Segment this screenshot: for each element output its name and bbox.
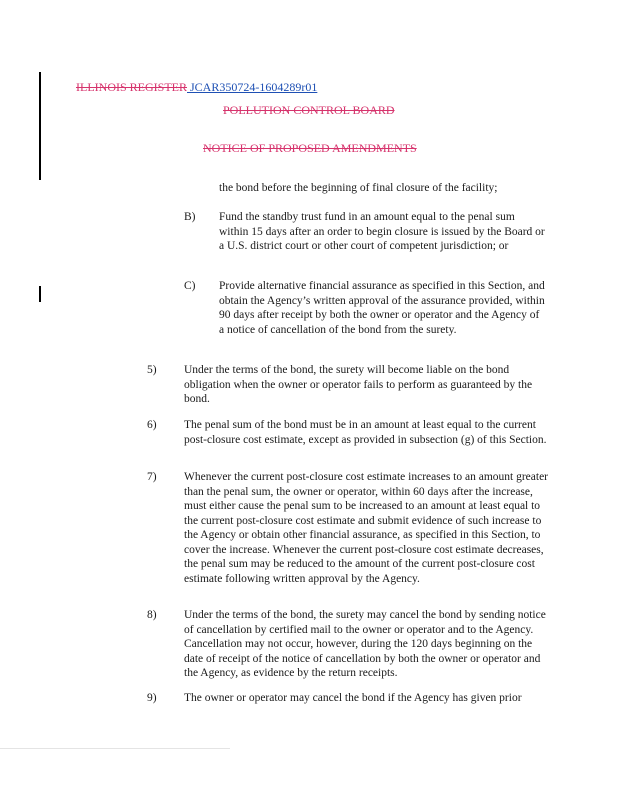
subitem-text-c: Provide alternative financial assurance as specified in this Section, and obtain the Agency’s written approval of the assurance provided, within 90 days after receipt by both the owner or operator and the Agency of a notice of cancellation of the bond from the surety. xyxy=(219,280,545,336)
item-text-8: Under the terms of the bond, the surety may cancel the bond by sending notice of cancellation by certified mail to the owner or operator and to the Agency. Cancellation may not occur, however, during the 120 days beginning on the date of receipt of the notice of cancellation by both the owner or operator and the Agency, as evidence by the return receipts. xyxy=(184,609,546,679)
subitem-label-c: C) xyxy=(184,280,196,292)
item-text-5: Under the terms of the bond, the surety will become liable on the bond obligation when the owner or operator fails to perform as guaranteed by the bond. xyxy=(184,364,533,405)
continuation-text: the bond before the beginning of final closure of the facility; xyxy=(219,182,498,194)
item-label-9: 9) xyxy=(147,692,157,704)
register-header xyxy=(76,80,317,95)
register-struck-text: ILLINOIS REGISTER xyxy=(76,80,187,94)
register-inserted-text: JCAR350724-1604289r01 xyxy=(190,80,318,94)
subitem-text-b: Fund the standby trust fund in an amount equal to the penal sum within 15 days after an order to begin closure is issued by the Board or a U.S. district court or other court of competent jurisdiction; or xyxy=(219,211,545,252)
item-text-6: The penal sum of the bond must be in an amount at least equal to the current post-closure cost estimate, except as provided in subsection (g) of this Section. xyxy=(184,419,547,446)
item-label-6: 6) xyxy=(147,419,157,431)
item-label-7: 7) xyxy=(147,471,157,483)
item-text-9: The owner or operator may cancel the bond if the Agency has given prior xyxy=(184,692,522,704)
item-label-8: 8) xyxy=(147,609,157,621)
footer-divider xyxy=(0,748,230,749)
subitem-label-b: B) xyxy=(184,211,196,223)
change-bar-mid xyxy=(39,286,41,302)
item-label-5: 5) xyxy=(147,364,157,376)
change-bar-top xyxy=(39,72,41,180)
board-title: POLLUTION CONTROL BOARD xyxy=(223,103,395,117)
item-text-7: Whenever the current post-closure cost estimate increases to an amount greater than the penal sum, the owner or operator, within 60 days after the increase, must either cause the penal sum to be increased to an amount at least equal to the current post-closure cost estimate and submit evidence of such increase to the Agency or obtain other financial assurance, as specified in this Section, to cover the increase. Whenever the current post-closure cost estimate decreases, the penal sum may be reduced to the amount of the current post-closure cost estimate following written approval by the Agency. xyxy=(184,471,549,585)
notice-title: NOTICE OF PROPOSED AMENDMENTS xyxy=(203,141,417,155)
